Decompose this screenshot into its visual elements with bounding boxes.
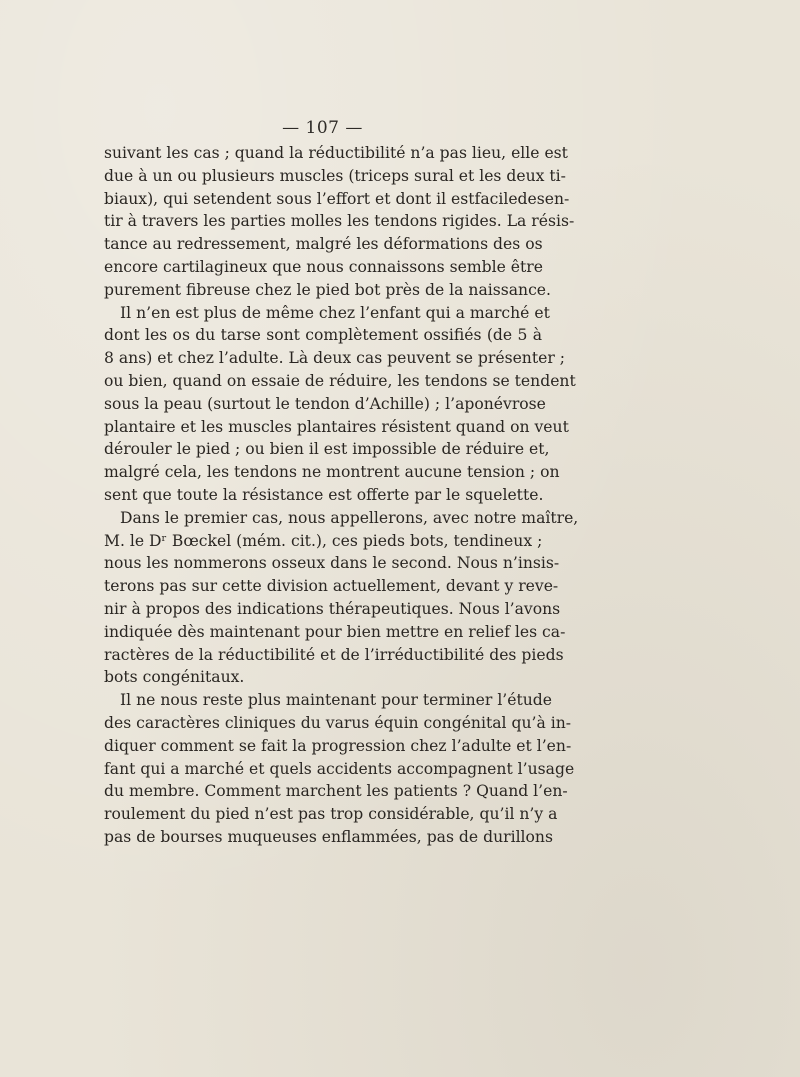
text-line: du membre. Comment marchent les patients ? Quand l’en- — [104, 782, 568, 801]
text-line: Dans le premier cas, nous appellerons, avec notre maître, — [120, 508, 579, 527]
text-line: suivant les cas ; quand la réductibilité n’a pas lieu, elle est — [104, 144, 568, 162]
body-text — [104, 142, 579, 849]
text-line: pas de bourses muqueuses enflammées, pas de durillons — [104, 827, 553, 846]
page-number: — 107 — — [282, 118, 363, 138]
text-line: due à un ou plusieurs muscles (triceps sural et les deux ti- — [104, 166, 566, 185]
text-line: ou bien, quand on essaie de réduire, les tendons se tendent — [104, 371, 576, 390]
text-line: terons pas sur cette division actuellement, devant y reve- — [104, 577, 559, 596]
text-line: dont les os du tarse sont complètement ossifiés (de 5 à — [104, 326, 542, 345]
text-line: des caractères cliniques du varus équin congénital qu’à in- — [104, 713, 572, 732]
text-line: plantaire et les muscles plantaires résistent quand on veut — [104, 417, 569, 436]
text-line: encore cartilagineux que nous connaissons semble être — [104, 257, 543, 276]
text-line: 8 ans) et chez l’adulte. Là deux cas peuvent se présenter ; — [104, 349, 565, 368]
text-line: purement fibreuse chez le pied bot près de la naissance. — [104, 280, 551, 299]
text-line: biaux), qui setendent sous l’effort et dont il estfaciledesen- — [104, 189, 570, 208]
text-line: tir à travers les parties molles les tendons rigides. La résis- — [104, 212, 575, 231]
text-line: nous les nommerons osseux dans le second. Nous n’insis- — [104, 554, 560, 573]
text-line: nir à propos des indications thérapeutiques. Nous l’avons — [104, 599, 561, 618]
text-line: malgré cela, les tendons ne montrent aucune tension ; on — [104, 463, 560, 482]
text-line: roulement du pied n’est pas trop considérable, qu’il n’y a — [104, 805, 558, 824]
text-line: diquer comment se fait la progression chez l’adulte et l’en- — [104, 736, 572, 755]
text-line: Il ne nous reste plus maintenant pour terminer l’étude — [120, 691, 553, 710]
text-line: indiquée dès maintenant pour bien mettre en relief les ca- — [104, 622, 566, 641]
text-line: M. le Dʳ Bœckel (mém. cit.), ces pieds bots, tendineux ; — [104, 531, 543, 550]
text-line: sous la peau (surtout le tendon d’Achille) ; l’aponévrose — [104, 394, 546, 413]
text-line: bots congénitaux. — [104, 668, 245, 687]
text-line: sent que toute la résistance est offerte par le squelette. — [104, 485, 544, 504]
text-line: fant qui a marché et quels accidents accompagnent l’usage — [104, 759, 575, 778]
text-line: ractères de la réductibilité et de l’irréductibilité des pieds — [104, 645, 564, 664]
text-line: Il n’en est plus de même chez l’enfant qui a marché et — [120, 303, 550, 322]
text-line: dérouler le pied ; ou bien il est impossible de réduire et, — [104, 440, 550, 459]
text-line: tance au redressement, malgré les déformations des os — [104, 235, 543, 254]
